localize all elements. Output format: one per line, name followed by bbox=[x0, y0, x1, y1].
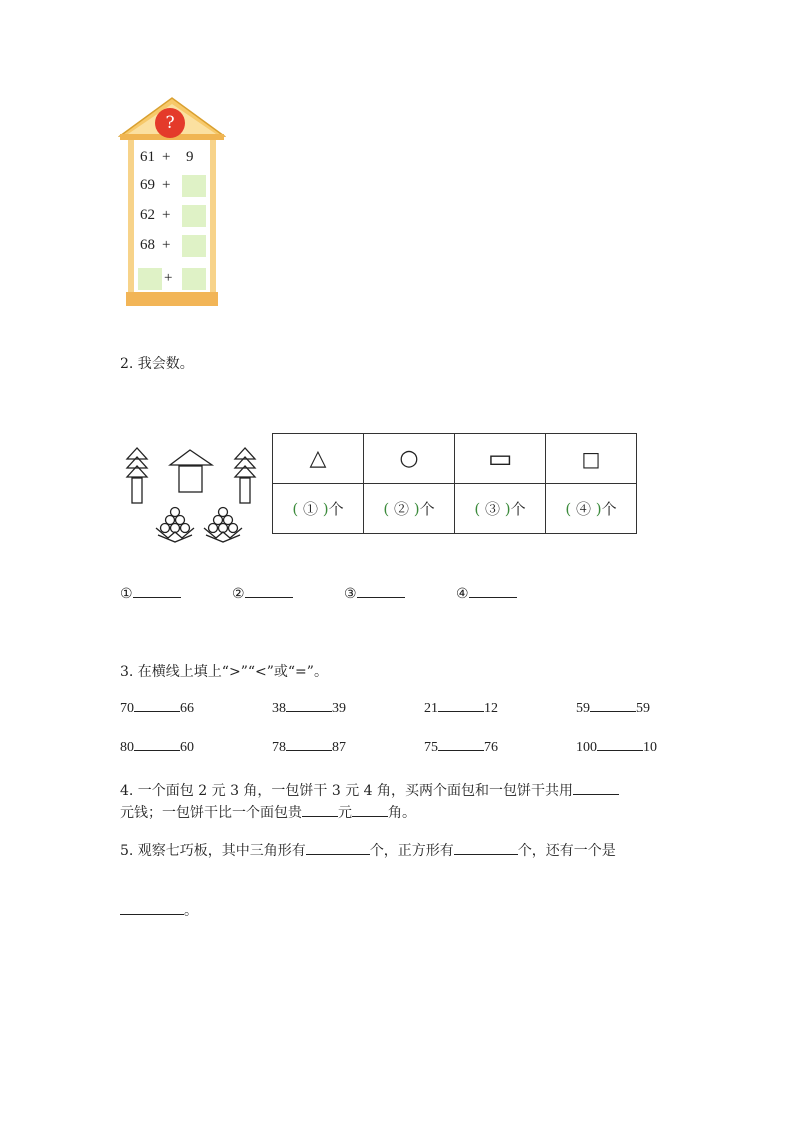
row5-right-box[interactable] bbox=[182, 268, 206, 290]
answer-1[interactable]: ① bbox=[120, 586, 181, 602]
row3-plus: + bbox=[162, 207, 171, 223]
compare-70-66[interactable]: 70 66 bbox=[120, 701, 194, 716]
row3-answer-box[interactable] bbox=[182, 205, 206, 227]
q2-title: 2. 我会数。 bbox=[120, 356, 194, 372]
q4-yuan-blank[interactable] bbox=[302, 816, 338, 817]
q4-total-blank[interactable] bbox=[573, 794, 619, 795]
q5-square-blank[interactable] bbox=[454, 854, 518, 855]
row4-left: 68 bbox=[140, 237, 155, 253]
shape-count-table bbox=[272, 433, 637, 534]
q5-line2: 。 bbox=[120, 900, 198, 920]
row4-answer-box[interactable] bbox=[182, 235, 206, 257]
q4-line1: 4. 一个面包 2 元 3 角，一包饼干 3 元 4 角，买两个面包和一包饼干共用 bbox=[120, 780, 619, 800]
q4-jiao-blank[interactable] bbox=[352, 816, 388, 817]
row1-right: 9 bbox=[186, 149, 194, 165]
answer-3[interactable]: ③ bbox=[344, 586, 405, 602]
row2-answer-box[interactable] bbox=[182, 175, 206, 197]
header-circle-icon: ○ bbox=[364, 434, 455, 484]
row5-left-box[interactable] bbox=[138, 268, 162, 290]
row1-plus: + bbox=[162, 149, 171, 165]
compare-100-10[interactable]: 100 10 bbox=[576, 740, 657, 755]
header-triangle-icon: △ bbox=[273, 434, 364, 484]
row2-plus: + bbox=[162, 177, 171, 193]
row4-plus: + bbox=[162, 237, 171, 253]
row5-plus: + bbox=[164, 270, 173, 286]
addition-house bbox=[118, 96, 226, 308]
q3-title: 3. 在横线上填上“>”“<”或“=”。 bbox=[120, 664, 328, 680]
answer-4[interactable]: ④ bbox=[456, 586, 517, 602]
count-cell-2: ( ② )个 bbox=[364, 484, 455, 534]
compare-78-87[interactable]: 78 87 bbox=[272, 740, 346, 755]
count-cell-3: ( ③ )个 bbox=[455, 484, 546, 534]
compare-21-12[interactable]: 21 12 bbox=[424, 701, 498, 716]
count-cell-1: ( ① )个 bbox=[273, 484, 364, 534]
count-cell-4: ( ④ )个 bbox=[546, 484, 637, 534]
q4-line2: 元钱；一包饼干比一个面包贵 元 角。 bbox=[120, 805, 416, 821]
row3-left: 62 bbox=[140, 207, 155, 223]
q5-triangle-blank[interactable] bbox=[306, 854, 370, 855]
compare-75-76[interactable]: 75 76 bbox=[424, 740, 498, 755]
answer-2[interactable]: ② bbox=[232, 586, 293, 602]
header-square-icon: □ bbox=[546, 434, 637, 484]
roof-question-circle: ? bbox=[155, 108, 185, 138]
compare-38-39[interactable]: 38 39 bbox=[272, 701, 346, 716]
compare-80-60[interactable]: 80 60 bbox=[120, 740, 194, 755]
q5-line1: 5. 观察七巧板，其中三角形有 个，正方形有 个，还有一个是 bbox=[120, 843, 616, 859]
shape-figure-picture bbox=[120, 440, 270, 545]
compare-59-59[interactable]: 59 59 bbox=[576, 701, 650, 716]
header-rectangle-icon: ▭ bbox=[455, 434, 546, 484]
row1-left: 61 bbox=[140, 149, 155, 165]
q5-other-shape-blank[interactable] bbox=[120, 914, 184, 915]
row2-left: 69 bbox=[140, 177, 155, 193]
